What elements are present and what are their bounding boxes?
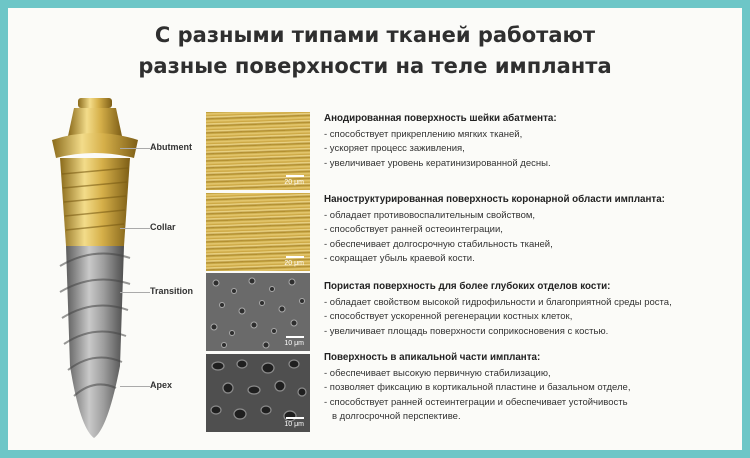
title-line-1: С разными типами тканей работают (154, 23, 596, 47)
infographic-card (8, 8, 742, 450)
part-label-collar: Collar (150, 222, 176, 232)
section-heading: Наноструктурированная поверхность коронарной области импланта: (324, 194, 665, 205)
section-heading: Поверхность в апикальной части импланта: (324, 352, 541, 363)
list-item: - способствует ранней остеоинтеграции, (324, 224, 503, 235)
scale-bar (286, 336, 304, 338)
part-label-transition: Transition (150, 286, 194, 296)
scale-label: 10 μm (284, 340, 304, 347)
list-item: - способствует прикреплению мягких тканей, (324, 128, 523, 140)
scale-label: 20 μm (284, 179, 304, 186)
leader-line-apex (120, 386, 150, 387)
list-item: - обладает свойством высокой гидрофильности и благоприятной среды роста, (324, 296, 672, 308)
list-item: - сокращает убыль краевой кости. (324, 253, 475, 264)
micrograph-apex (206, 354, 310, 432)
scale-label: 20 μm (284, 260, 304, 267)
scale-label: 10 μm (284, 421, 304, 428)
part-label-apex: Apex (150, 380, 173, 390)
leader-line-abutment (120, 148, 150, 149)
scale-bar (286, 417, 304, 419)
section-heading: Пористая поверхность для более глубоких отделов кости: (324, 281, 611, 292)
list-item: - увеличивает уровень кератинизированной десны. (324, 157, 551, 169)
list-item: - способствует ранней остеинтеграции и обеспечивает устойчивость (324, 396, 628, 408)
leader-line-transition (120, 292, 150, 293)
list-item: - обеспечивает высокую первичную стабилизацию, (324, 367, 551, 379)
part-label-abutment: Abutment (150, 142, 192, 152)
list-item: - ускоряет процесс заживления, (324, 143, 465, 154)
list-item: в долгосрочной перспективе. (332, 411, 461, 422)
scale-bar (286, 256, 304, 258)
section-collar (324, 193, 734, 267)
micrograph-collar (206, 193, 310, 271)
micrograph-transition (206, 273, 310, 351)
list-item: - способствует ускоренной регенерации костных клеток, (324, 311, 573, 322)
list-item: - обеспечивает долгосрочную стабильность тканей, (324, 238, 553, 250)
scale-bar (286, 175, 304, 177)
leader-line-collar (120, 228, 150, 229)
section-heading: Анодированная поверхность шейки абатмента: (324, 113, 557, 124)
section-transition (324, 280, 734, 339)
section-abutment (324, 112, 734, 171)
list-item: - обладает противовоспалительным свойством, (324, 209, 536, 221)
micrograph-abutment (206, 112, 310, 190)
section-apex (324, 351, 734, 425)
list-item: - увеличивает площадь поверхности соприкосновения с костью. (324, 325, 609, 337)
page-title (8, 20, 742, 82)
list-item: - позволяет фиксацию в кортикальной пластине и базальном отделе, (324, 382, 631, 393)
title-line-2: разные поверхности на теле импланта (138, 54, 612, 78)
